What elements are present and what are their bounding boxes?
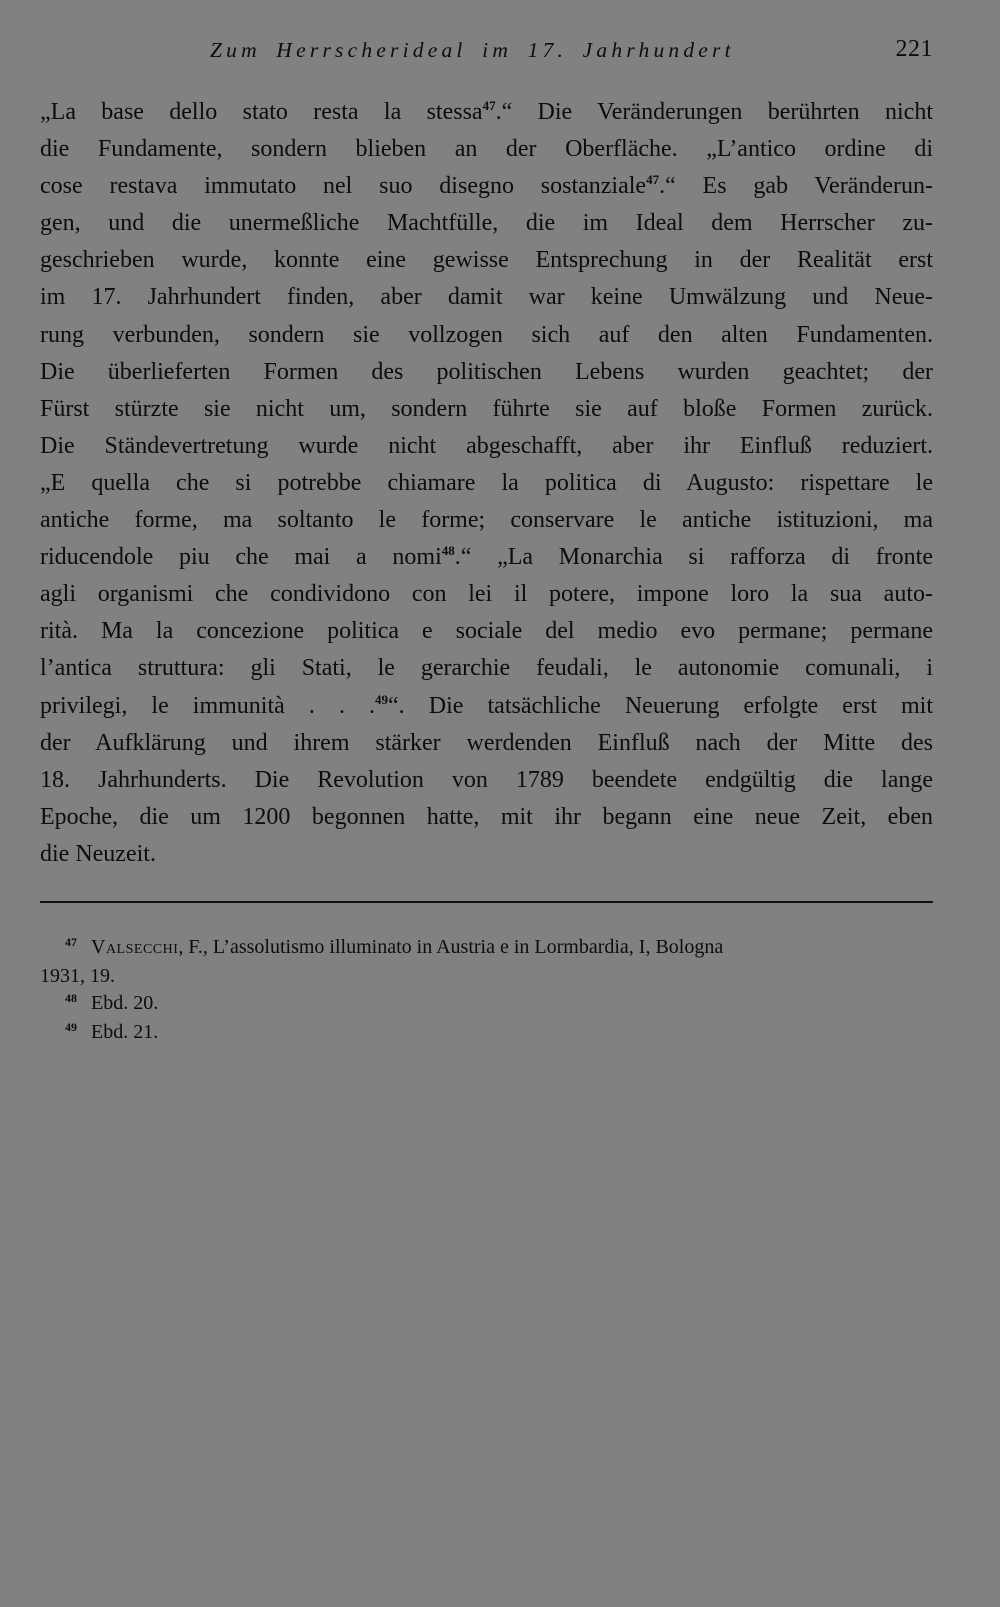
text-segment: „E quella che si potrebbe chiamare la politica di Augusto: rispettare le [40,469,933,496]
text-line [40,242,933,279]
text-segment: “. Die tatsächliche Neuerung erfolgte erst mit [388,692,933,719]
footnote-ref: 47 [646,172,660,188]
text-segment: .“ Die Veränderungen berührten nicht [495,99,933,125]
footnote-text: , F., L’assolutismo illuminato in Austria e in Lormbardia, I, Bologna [178,936,724,958]
footnote-number: 48 [65,991,77,1005]
text-segment: .“ Es gab Veränderun- [659,173,933,200]
text-segment: „La base dello stato resta la stessa [40,99,483,125]
footnote-number: 49 [65,1020,77,1034]
footnote-49 [40,1019,933,1048]
footnote-text: Ebd. 20. [91,992,159,1014]
footnote-continuation: 1931, 19. [40,965,115,987]
main-text [40,94,933,873]
text-segment: die Neuzeit. [40,840,156,867]
text-segment: rità. Ma la concezione politica e sociale del medio evo permane; permane [40,618,933,645]
text-segment: antiche forme, ma soltanto le forme; conservare le antiche istituzioni, ma [40,507,933,534]
text-segment: 18. Jahrhunderts. Die Revolution von 1789 beendete endgültig die lange [40,766,933,793]
text-line [40,799,933,836]
footnote-47 [40,934,933,963]
footnotes [40,934,933,1048]
footnote-number: 47 [65,935,77,949]
footnote-48 [40,990,933,1019]
text-line [40,650,933,687]
text-line [40,688,933,725]
text-segment: rung verbunden, sondern sie vollzogen sich auf den alten Fundamenten. [40,321,933,348]
text-line [40,725,933,762]
footnote-ref: 48 [441,543,455,559]
text-segment: .“ „La Monarchia si rafforza di fronte [454,544,933,571]
text-line [40,576,933,613]
text-line [40,279,933,316]
text-line [40,502,933,539]
text-line [40,465,933,502]
running-head: Zum Herrscherideal im 17. Jahrhundert [210,38,735,62]
text-line [40,354,933,391]
text-segment: gen, und die unermeßliche Machtfülle, die im Ideal dem Herrscher zu- [40,210,933,237]
text-line [40,428,933,465]
footnote-ref: 47 [482,98,496,113]
text-segment: riducendole piu che mai a nomi [40,544,442,571]
text-line [40,836,933,873]
text-segment: im 17. Jahrhundert finden, aber damit war keine Umwälzung und Neue- [40,284,933,311]
text-line [40,391,933,428]
text-line [40,94,933,131]
page-header [40,34,933,70]
text-segment: Die Ständevertretung wurde nicht abgeschafft, aber ihr Einfluß reduziert. [40,432,933,459]
text-line [40,205,933,242]
text-line [40,168,933,205]
text-segment: die Fundamente, sondern blieben an der Oberfläche. „L’antico ordine di [40,136,933,163]
page-number: 221 [895,36,933,62]
text-line [40,131,933,168]
footnote-separator [40,901,933,903]
text-line [40,317,933,354]
text-segment: privilegi, le immunità . . . [40,692,376,719]
footnote-text: Ebd. 21. [91,1021,159,1043]
text-line [40,762,933,799]
text-line [40,539,933,576]
text-segment: cose restava immutato nel suo disegno sostanziale [40,173,647,200]
footnote-ref: 49 [375,691,389,707]
text-segment: geschrieben wurde, konnte eine gewisse Entsprechung in der Realität erst [40,247,933,274]
text-segment: Die überlieferten Formen des politischen Lebens wurden geachtet; der [40,358,933,385]
text-line [40,613,933,650]
text-segment: der Aufklärung und ihrem stärker werdenden Einfluß nach der Mitte des [40,729,933,756]
text-segment: l’antica struttura: gli Stati, le gerarchie feudali, le autonomie comunali, i [40,655,933,682]
text-segment: Epoche, die um 1200 begonnen hatte, mit ihr begann eine neue Zeit, eben [40,803,933,830]
text-segment: Fürst stürzte sie nicht um, sondern führte sie auf bloße Formen zurück. [40,395,933,422]
book-page [40,0,933,1607]
footnote-author: Valsecchi [91,936,179,958]
text-segment: agli organismi che condividono con lei il potere, impone loro la sua auto- [40,581,933,608]
